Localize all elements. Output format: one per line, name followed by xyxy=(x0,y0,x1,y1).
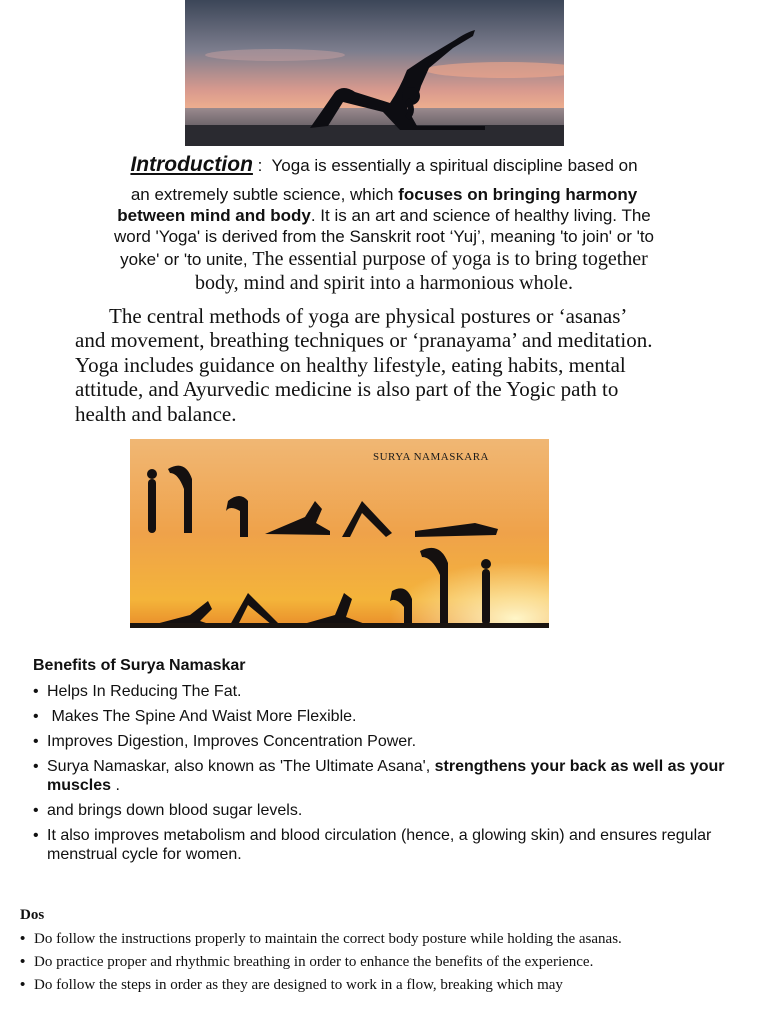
benefit-text: Makes The Spine And Waist More Flexible. xyxy=(47,708,357,725)
surya-namaskara-poses-icon xyxy=(130,439,549,628)
intro-line-3 xyxy=(66,205,702,226)
dos-text: Do follow the steps in order as they are designed to work in a flow, breaking which may xyxy=(34,977,563,993)
methods-paragraph xyxy=(75,304,715,426)
dos-text: Do follow the instructions properly to maintain the correct body posture while holding the asanas. xyxy=(34,931,622,947)
surya-namaskara-image xyxy=(130,439,549,628)
intro-text-2a: an extremely subtle science, which xyxy=(130,185,399,204)
yoga-hero-image xyxy=(185,0,564,146)
intro-line-6 xyxy=(66,271,702,295)
bullet-icon: • xyxy=(33,827,39,844)
intro-line-4 xyxy=(66,226,702,247)
methods-line-5: health and balance. xyxy=(75,401,237,426)
bullet-icon: • xyxy=(20,953,26,970)
bullet-icon: • xyxy=(33,708,39,725)
intro-line-1 xyxy=(66,152,702,179)
dos-section xyxy=(20,906,720,999)
intro-text-4: word 'Yoga' is derived from the Sanskrit root ‘Yuj’, meaning 'to join' or 'to xyxy=(113,227,655,246)
benefit-text: Improves Digestion, Improves Concentration Power. xyxy=(47,733,417,750)
benefit-item xyxy=(33,826,753,864)
benefit-item xyxy=(33,801,753,820)
dos-heading: Dos xyxy=(20,907,45,923)
benefit-text: and brings down blood sugar levels. xyxy=(47,802,303,819)
introduction-title: Introduction xyxy=(130,153,253,176)
benefit-item xyxy=(33,707,753,726)
bullet-icon: • xyxy=(20,976,26,993)
benefit-item xyxy=(33,732,753,751)
bullet-icon: • xyxy=(33,758,39,775)
benefit-text: It also improves metabolism and blood circulation (hence, a glowing skin) and ensures regular menstrual cycle for women. xyxy=(47,827,712,863)
methods-line-1: The central methods of yoga are physical postures or ‘asanas’ xyxy=(109,304,628,328)
intro-text-5a: yoke' or 'to unite, xyxy=(120,250,253,269)
intro-text-3a: between mind and body xyxy=(117,206,311,225)
benefit-text-bold: strengthens your back as well as your muscles xyxy=(47,758,725,794)
intro-text-6: body, mind and spirit into a harmonious whole. xyxy=(194,272,574,294)
surya-namaskara-caption: SURYA NAMASKARA xyxy=(373,451,490,463)
benefits-heading: Benefits of Surya Namaskar xyxy=(33,657,246,674)
intro-text-5b: The essential purpose of yoga is to bring together xyxy=(252,248,648,270)
methods-line-3: Yoga includes guidance on healthy lifestyle, eating habits, mental xyxy=(75,352,626,377)
bullet-icon: • xyxy=(20,930,26,947)
intro-text-3b: . It is an art and science of healthy living. The xyxy=(310,206,651,225)
benefit-item xyxy=(33,682,753,701)
methods-line-4: attitude, and Ayurvedic medicine is also part of the Yogic path to xyxy=(75,377,619,402)
intro-line-5 xyxy=(66,247,702,271)
benefit-item xyxy=(33,757,753,795)
dos-item xyxy=(20,953,604,971)
intro-text-2b: focuses on bringing harmony xyxy=(398,185,638,204)
bullet-icon: • xyxy=(33,802,39,819)
intro-colon: : xyxy=(252,156,272,175)
benefit-text: Surya Namaskar, also known as 'The Ultimate Asana', xyxy=(47,758,435,775)
benefit-text: Helps In Reducing The Fat. xyxy=(47,683,242,700)
dos-item xyxy=(20,976,720,994)
methods-line-2: and movement, breathing techniques or ‘pranayama’ and meditation. xyxy=(75,328,653,353)
bullet-icon: • xyxy=(33,733,39,750)
dos-item xyxy=(20,930,670,948)
introduction-section xyxy=(66,152,702,295)
benefit-text-tail: . xyxy=(111,777,120,794)
yoga-silhouette-sunset-icon xyxy=(185,0,564,146)
benefits-section xyxy=(33,656,753,870)
intro-line-2 xyxy=(66,184,702,205)
intro-text-1: Yoga is essentially a spiritual discipline based on xyxy=(271,156,638,175)
dos-text: Do practice proper and rhythmic breathing in order to enhance the benefits of the experience. xyxy=(34,954,594,970)
bullet-icon: • xyxy=(33,683,39,700)
